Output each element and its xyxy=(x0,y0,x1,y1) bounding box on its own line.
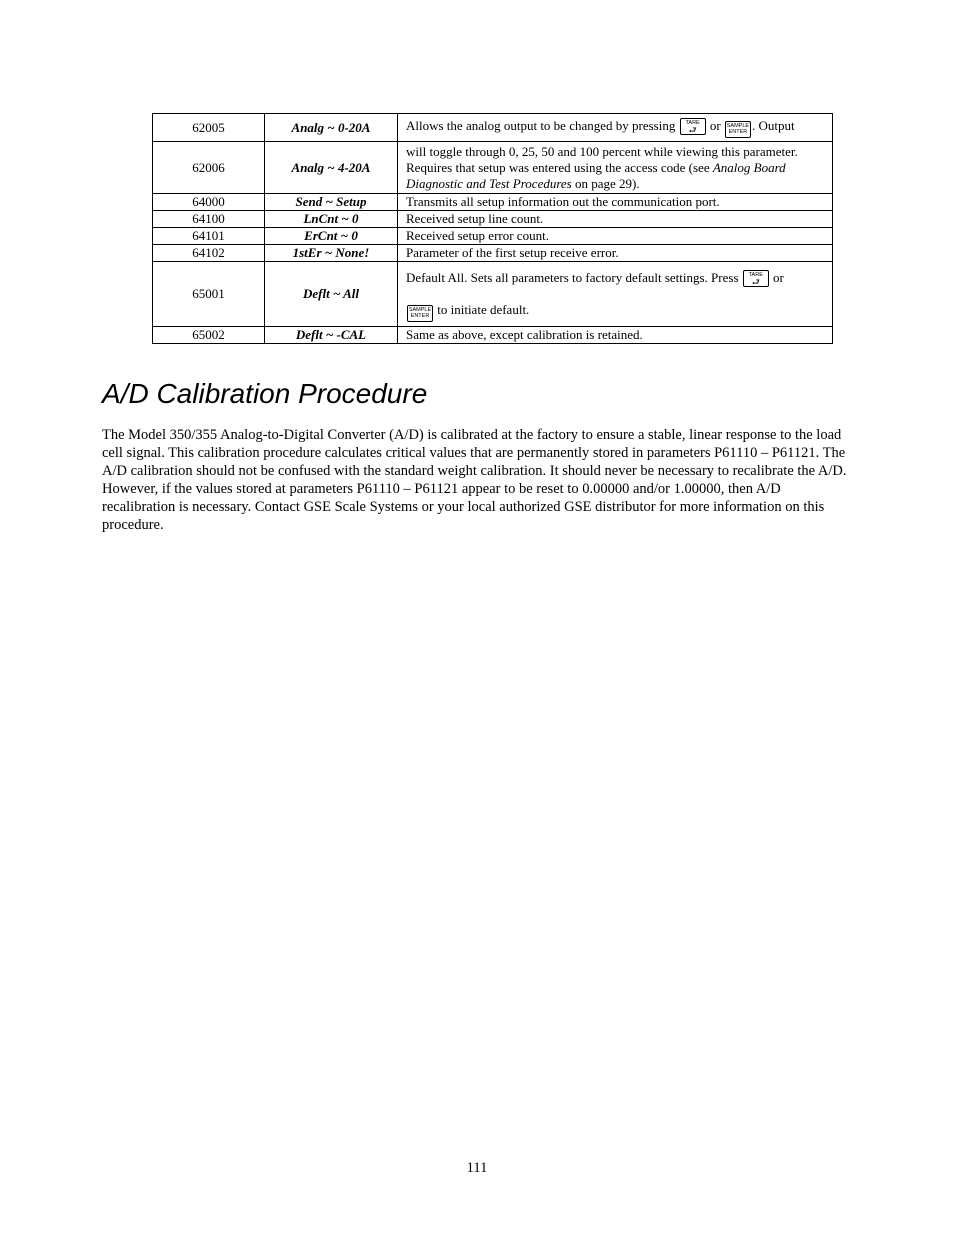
param-display: 1stEr ~ None! xyxy=(265,245,398,262)
param-number: 64101 xyxy=(153,228,265,245)
table-row xyxy=(153,228,833,245)
sample-enter-key-icon: SAMPLE ENTER xyxy=(407,305,433,322)
param-display: ErCnt ~ 0 xyxy=(265,228,398,245)
param-description: Same as above, except calibration is retained. xyxy=(398,327,833,344)
table-row xyxy=(153,194,833,211)
param-description: will toggle through 0, 25, 50 and 100 percent while viewing this parameter. Requires that setup was entered using the access code (see Analog Board Diagnostic and Test Procedures on page 29). xyxy=(398,142,833,194)
parameter-table xyxy=(152,113,833,344)
param-description: Default All. Sets all parameters to factory default settings. Press TARE ⮐ or SAMPLE ENTER to initiate default. xyxy=(398,262,833,327)
table-row xyxy=(153,211,833,228)
param-description: Parameter of the first setup receive error. xyxy=(398,245,833,262)
param-description: Transmits all setup information out the communication port. xyxy=(398,194,833,211)
table-row xyxy=(153,114,833,142)
body-paragraph: The Model 350/355 Analog-to-Digital Converter (A/D) is calibrated at the factory to ensure a stable, linear response to the load cell signal. This calibration procedure calculates critical values that are permanently stored in parameters P61110 – P61121. The A/D calibration should not be confused with the standard weight calibration. It should never be necessary to recalibrate the A/D. However, if the values stored at parameters P61110 – P61121 appear to be reset to 0.00000 and/or 1.00000, then A/D recalibration is necessary. Contact GSE Scale Systems or your local authorized GSE distributor for more information on this procedure. xyxy=(102,427,847,533)
sample-enter-key-icon: SAMPLE ENTER xyxy=(725,121,751,138)
param-number: 62005 xyxy=(153,114,265,142)
table-row xyxy=(153,245,833,262)
param-display: Send ~ Setup xyxy=(265,194,398,211)
table-row xyxy=(153,262,833,327)
section-heading: A/D Calibration Procedure xyxy=(102,378,428,409)
param-number: 64100 xyxy=(153,211,265,228)
tare-key-icon: TARE ⮐ xyxy=(680,118,706,135)
page-number: 111 xyxy=(466,1160,488,1176)
tare-key-icon: TARE ⮐ xyxy=(743,270,769,287)
table-row xyxy=(153,327,833,344)
doc-reference: Analog Board Diagnostic and Test Procedures xyxy=(406,159,786,191)
param-display: Deflt ~ -CAL xyxy=(265,327,398,344)
param-display: Analg ~ 4-20A xyxy=(265,142,398,194)
param-description: Allows the analog output to be changed by pressing TARE ⮐ or SAMPLE ENTER . Output xyxy=(398,114,833,142)
param-display: LnCnt ~ 0 xyxy=(265,211,398,228)
param-display: Deflt ~ All xyxy=(265,262,398,327)
param-number: 62006 xyxy=(153,142,265,194)
param-number: 64000 xyxy=(153,194,265,211)
table-row xyxy=(153,142,833,194)
param-description: Received setup line count. xyxy=(398,211,833,228)
param-number: 64102 xyxy=(153,245,265,262)
param-description: Received setup error count. xyxy=(398,228,833,245)
param-display: Analg ~ 0-20A xyxy=(265,114,398,142)
param-number: 65001 xyxy=(153,262,265,327)
param-number: 65002 xyxy=(153,327,265,344)
